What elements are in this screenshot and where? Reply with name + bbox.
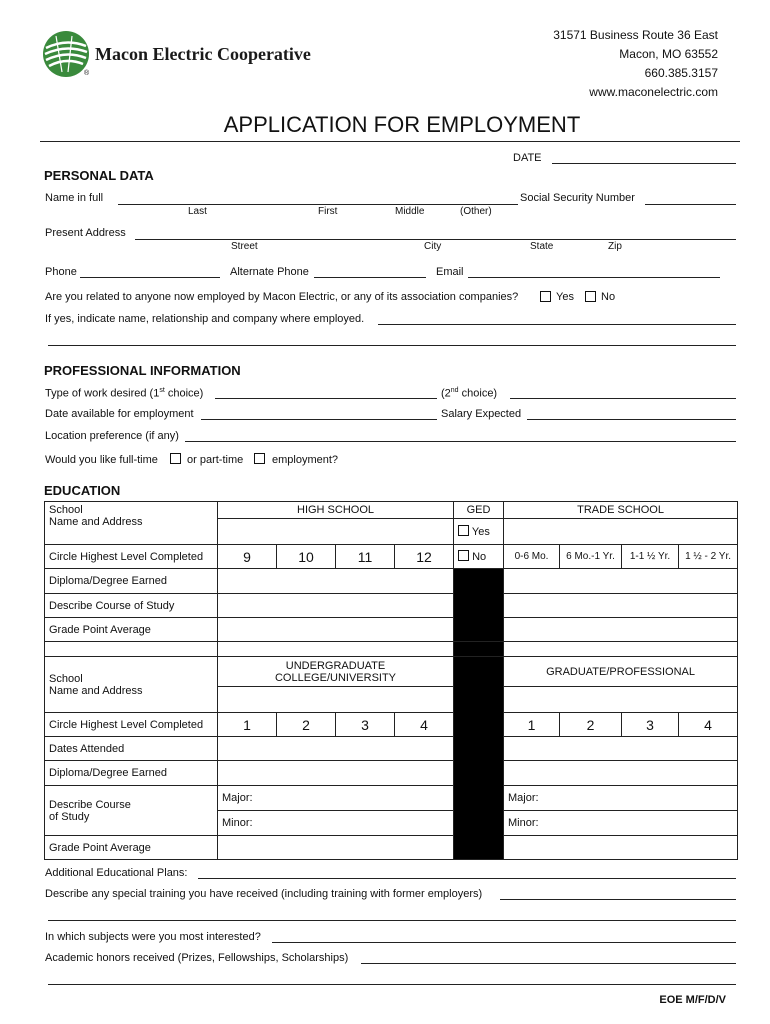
spacer-blackout <box>454 642 504 657</box>
special-training-field[interactable] <box>500 899 736 900</box>
grad-minor-field[interactable] <box>504 811 738 836</box>
subjects-label: In which subjects were you most interested? <box>45 931 261 943</box>
undergrad-name-field[interactable] <box>218 687 454 713</box>
second-choice-label-text: (2 <box>441 387 451 400</box>
undergrad-level-1[interactable]: 1 <box>218 713 277 737</box>
ged-yes-label: Yes <box>471 526 490 538</box>
address-sub-street: Street <box>231 241 258 252</box>
college-name-address-text: Name and Address <box>49 684 143 697</box>
grad-diploma-field[interactable] <box>504 761 738 786</box>
employment-label: employment? <box>272 454 339 466</box>
phone-field[interactable] <box>80 277 220 278</box>
undergrad-level-3[interactable]: 3 <box>336 713 395 737</box>
hs-level-9[interactable]: 9 <box>218 545 277 569</box>
education-table-secondary <box>44 501 738 860</box>
name-sub-last: Last <box>188 206 207 217</box>
page-title: APPLICATION FOR EMPLOYMENT <box>223 112 581 137</box>
college-school-label: School <box>49 672 83 685</box>
related-no-checkbox[interactable] <box>585 291 596 302</box>
college-circle-level-label: Circle Highest Level Completed <box>45 713 218 737</box>
grad-level-3[interactable]: 3 <box>622 713 679 737</box>
if-yes-label: If yes, indicate name, relationship and company where employed. <box>45 313 365 325</box>
undergrad-level-4[interactable]: 4 <box>395 713 454 737</box>
ssn-field[interactable] <box>645 204 736 205</box>
high-school-header: HIGH SCHOOL <box>218 502 454 519</box>
first-choice-field[interactable] <box>215 398 437 399</box>
grad-gpa-field[interactable] <box>504 836 738 860</box>
title-rule <box>40 141 740 142</box>
hs-diploma-field[interactable] <box>218 569 454 594</box>
related-yes-checkbox[interactable] <box>540 291 551 302</box>
first-choice-label-text: Type of work desired (1 <box>45 387 160 400</box>
company-address-line1: 31571 Business Route 36 East <box>553 28 718 42</box>
related-no-label: No <box>601 291 616 303</box>
gpa-label: Grade Point Average <box>45 618 218 642</box>
hs-level-11[interactable]: 11 <box>336 545 395 569</box>
first-choice-sup: st <box>159 387 165 394</box>
email-label: Email <box>436 266 464 278</box>
grad-level-1[interactable]: 1 <box>504 713 560 737</box>
undergrad-line2: COLLEGE/UNIVERSITY <box>274 671 397 684</box>
date-available-field[interactable] <box>201 419 437 420</box>
if-yes-field-line2[interactable] <box>48 345 736 346</box>
undergrad-major-label: Major: <box>222 792 253 804</box>
trade-level-0-6mo[interactable]: 0-6 Mo. <box>504 545 560 569</box>
grad-major-field[interactable] <box>504 786 738 811</box>
fulltime-question: Would you like full-time <box>45 454 158 466</box>
ged-blackout <box>454 569 504 642</box>
college-name-address-label <box>45 657 218 713</box>
address-sub-city: City <box>424 241 442 252</box>
describe-course-label <box>45 786 218 836</box>
subjects-field[interactable] <box>272 942 736 943</box>
registered-mark: ® <box>84 70 90 77</box>
additional-plans-label: Additional Educational Plans: <box>45 867 188 879</box>
trade-level-1half-2[interactable]: 1 ½ - 2 Yr. <box>679 545 738 569</box>
grad-level-2[interactable]: 2 <box>560 713 622 737</box>
course-study-label: Describe Course of Study <box>45 594 218 618</box>
school-name-address-label <box>45 502 218 545</box>
undergrad-header <box>218 657 454 687</box>
honors-field[interactable] <box>361 963 736 964</box>
company-logo <box>42 30 90 81</box>
related-question: Are you related to anyone now employed by Macon Electric, or any of its association companies? <box>45 291 519 303</box>
ged-header: GED <box>454 502 504 519</box>
name-field[interactable] <box>118 204 518 205</box>
second-choice-sup: nd <box>450 387 459 394</box>
ged-no-label: No <box>472 551 487 563</box>
spacer-cell <box>218 642 454 657</box>
eoe-notice: EOE M/F/D/V <box>659 994 726 1006</box>
company-address-line2: Macon, MO 63552 <box>619 47 718 61</box>
honors-field-line2[interactable] <box>48 984 736 985</box>
trade-gpa-field[interactable] <box>504 618 738 642</box>
trade-course-field[interactable] <box>504 594 738 618</box>
grad-major-label: Major: <box>508 792 539 804</box>
diploma-label: Diploma/Degree Earned <box>45 569 218 594</box>
ged-yes-cell <box>454 519 504 545</box>
date-available-label: Date available for employment <box>45 408 194 420</box>
alt-phone-field[interactable] <box>314 277 426 278</box>
name-sub-other: (Other) <box>460 206 492 217</box>
name-label: Name in full <box>45 192 104 204</box>
address-label: Present Address <box>45 227 126 239</box>
company-phone: 660.385.3157 <box>644 66 718 80</box>
hs-level-12[interactable]: 12 <box>395 545 454 569</box>
first-choice-label <box>45 387 203 400</box>
name-address-label: Name and Address <box>49 516 143 528</box>
dates-attended-label: Dates Attended <box>45 737 218 761</box>
undergrad-gpa-field[interactable] <box>218 836 454 860</box>
college-blackout <box>454 657 504 860</box>
undergrad-level-2[interactable]: 2 <box>277 713 336 737</box>
parttime-checkbox[interactable] <box>254 453 265 464</box>
school-label: School <box>49 504 83 516</box>
grad-minor-label: Minor: <box>508 817 539 829</box>
graduate-header: GRADUATE/PROFESSIONAL <box>504 657 738 687</box>
additional-plans-field[interactable] <box>198 878 736 879</box>
first-choice-label-end: choice) <box>164 387 204 400</box>
related-yes-label: Yes <box>556 291 574 303</box>
undergrad-dates-field[interactable] <box>218 737 454 761</box>
name-sub-first: First <box>318 206 338 217</box>
circle-level-label: Circle Highest Level Completed <box>45 545 218 569</box>
education-heading: EDUCATION <box>44 483 121 498</box>
hs-gpa-field[interactable] <box>218 618 454 642</box>
grad-dates-field[interactable] <box>504 737 738 761</box>
salary-label: Salary Expected <box>441 408 522 420</box>
phone-label: Phone <box>45 266 77 278</box>
undergrad-minor-field[interactable] <box>218 811 454 836</box>
second-choice-label-end: choice) <box>458 387 498 400</box>
second-choice-field[interactable] <box>510 398 736 399</box>
ged-no-checkbox[interactable] <box>458 550 469 561</box>
hs-course-field[interactable] <box>218 594 454 618</box>
high-school-name-field[interactable] <box>218 519 454 545</box>
trade-level-1-1half[interactable]: 1-1 ½ Yr. <box>622 545 679 569</box>
hs-level-10[interactable]: 10 <box>277 545 336 569</box>
location-field[interactable] <box>185 441 736 442</box>
second-choice-label <box>441 387 497 400</box>
special-training-field-line2[interactable] <box>48 920 736 921</box>
salary-field[interactable] <box>527 419 736 420</box>
college-gpa-label: Grade Point Average <box>45 836 218 860</box>
spacer-cell <box>504 642 738 657</box>
professional-heading: PROFESSIONAL INFORMATION <box>44 363 241 378</box>
alt-phone-label: Alternate Phone <box>230 266 309 278</box>
company-website: www.maconelectric.com <box>589 85 718 99</box>
undergrad-line1: UNDERGRADUATE <box>285 659 386 672</box>
fulltime-checkbox[interactable] <box>170 453 181 464</box>
ged-no-cell <box>454 545 504 569</box>
grad-level-4[interactable]: 4 <box>679 713 738 737</box>
trade-school-header: TRADE SCHOOL <box>504 502 738 519</box>
company-name: Macon Electric Cooperative <box>95 44 311 64</box>
date-label: DATE <box>513 152 542 164</box>
trade-level-6mo-1yr[interactable]: 6 Mo.-1 Yr. <box>560 545 622 569</box>
ged-yes-checkbox[interactable] <box>458 525 469 536</box>
email-field[interactable] <box>468 277 720 278</box>
trade-diploma-field[interactable] <box>504 569 738 594</box>
undergrad-minor-label: Minor: <box>222 817 253 829</box>
trade-school-name-field[interactable] <box>504 519 738 545</box>
ssn-label: Social Security Number <box>520 192 635 204</box>
describe-course-line1: Describe Course <box>49 798 131 811</box>
location-label: Location preference (if any) <box>45 430 179 442</box>
name-sub-middle: Middle <box>395 206 425 217</box>
if-yes-field[interactable] <box>378 324 736 325</box>
honors-label: Academic honors received (Prizes, Fellowships, Scholarships) <box>45 952 349 964</box>
college-diploma-label: Diploma/Degree Earned <box>45 761 218 786</box>
undergrad-diploma-field[interactable] <box>218 761 454 786</box>
special-training-label: Describe any special training you have received (including training with former employers) <box>45 888 483 900</box>
personal-data-heading: PERSONAL DATA <box>44 168 154 183</box>
describe-course-line2: of Study <box>49 810 90 823</box>
address-sub-zip: Zip <box>608 241 622 252</box>
date-field[interactable] <box>552 163 736 164</box>
parttime-label: or part-time <box>187 454 244 466</box>
address-sub-state: State <box>530 241 554 252</box>
undergrad-major-field[interactable] <box>218 786 454 811</box>
globe-logo-icon <box>42 30 90 78</box>
spacer-cell <box>45 642 218 657</box>
address-field[interactable] <box>135 239 736 240</box>
graduate-name-field[interactable] <box>504 687 738 713</box>
